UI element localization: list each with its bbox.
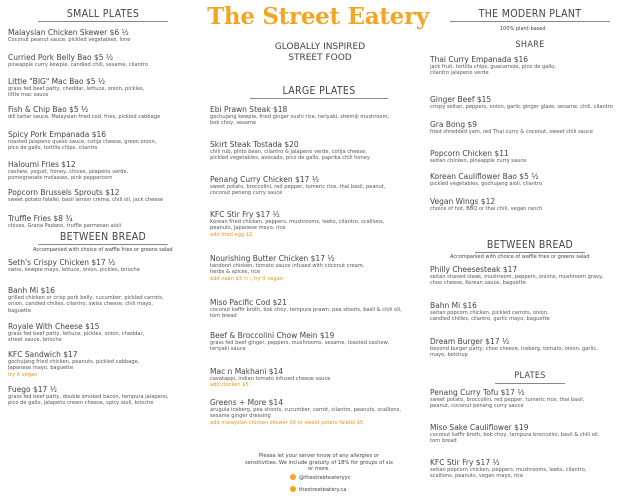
menu-item-description: cavatappi, indian tomato infused cheese sauce (210, 376, 331, 382)
menu-item (210, 331, 389, 353)
menu-item (8, 385, 169, 407)
menu-item (8, 130, 156, 152)
menu-item-description: grass fed beef patty, cheddar, lettuce, onion, pickles, (8, 86, 145, 92)
section-rule (38, 21, 168, 22)
menu-item-description: choo cheese, Korean sauce, baguette (430, 280, 526, 287)
section-rule (38, 244, 168, 245)
menu-item (8, 188, 163, 203)
menu-item (430, 458, 586, 480)
menu-item-name: Thai Curry Empanada $16 (430, 55, 529, 64)
menu-item-addon: add chicken $5 (210, 382, 249, 389)
menu-item-description: sweet potato, broccolini, red pepper, tumeric rice, thai basil, (430, 397, 585, 403)
menu-item (8, 28, 130, 43)
menu-item-description: cilantro jalapeno verde (430, 70, 489, 77)
menu-item-description: Coconut peanut sauce, pickled vegetables, lime (8, 37, 131, 43)
menu-item-name: Ebi Prawn Steak $18 (210, 105, 288, 114)
menu-item-name: Seth's Crispy Chicken $17 ½ (8, 258, 116, 267)
menu-item-description: beyond burger patty, choo cheeze, iceberg, tomato, onion, garlic, (430, 346, 598, 352)
menu-item (8, 105, 160, 120)
section-rule (250, 98, 388, 99)
globe-icon (290, 486, 296, 492)
menu-item-name: Haloumi Fries $12 (8, 160, 76, 169)
section-title: THE MODERN PLANT (478, 8, 582, 20)
section-title: LARGE PLATES (282, 85, 356, 97)
menu-item (210, 398, 401, 426)
menu-item-name: Beef & Broccolini Chow Mein $19 (210, 331, 335, 340)
menu-item-name: KFC Stir Fry $17 ½ (210, 210, 280, 219)
menu-item (430, 301, 550, 323)
menu-item-name: Miso Pacific Cod $21 (210, 298, 287, 307)
allergy-footer-note: Please let your server know of any allergies or sensitivities. We include gratuity of 18% for groups of six or more. (244, 453, 394, 473)
menu-item-name: Nourishing Butter Chicken $17 ½ (210, 254, 335, 263)
menu-item-name: Bahn Mi $16 (430, 301, 477, 310)
menu-item-description: coconut kaffir broth, bok choy, tempura prawn, pea shoots, basil & chili oil, (210, 307, 402, 313)
menu-item (8, 350, 139, 378)
menu-item (430, 120, 593, 135)
menu-item (210, 175, 386, 197)
menu-item-description: bok choy, sesame (210, 120, 256, 127)
section-title: BETWEEN BREAD (59, 231, 147, 243)
menu-item-addon: try it vegan (8, 371, 38, 378)
menu-item-description: chives, Grana Padano, truffle parmesan aioli (8, 223, 122, 229)
menu-item-name: Dream Burger $17 ½ (430, 337, 510, 346)
between-bread-note: Accompanied with choice of waffle fries or greens salad (33, 247, 173, 253)
menu-item-description: choice of hot, BBQ or thai chili, vegan ranch (430, 206, 543, 212)
instagram-handle[interactable] (290, 474, 351, 481)
section-title: BETWEEN BREAD (486, 239, 574, 251)
menu-item-name: KFC Stir Fry $17 ½ (430, 458, 500, 467)
menu-item-description: dill tartar sauce, Malaysian fried cod, fries, pickled cabbage (8, 114, 161, 120)
tagline: GLOBALLY INSPIRED STREET FOOD (274, 42, 366, 63)
website-text: thestreeteatery.ca (299, 487, 347, 493)
menu-item-name: Ginger Beef $15 (430, 95, 492, 104)
menu-item-name: Greens + More $14 (210, 398, 283, 407)
menu-item (430, 423, 599, 445)
menu-item-description: seitan popcorn chicken, peppers, mushrooms, leeks, cilantro, (430, 467, 587, 473)
menu-item-description: gochujang kewpie, fried ginger sushi rice, teriyaki, shemiji mushroom, (210, 114, 390, 120)
menu-item (430, 388, 584, 410)
restaurant-logo: The Street Eatery (207, 3, 429, 30)
menu-item-description: grass fed beef ginger, peppers, mushrooms, sesame, toasted cashew, (210, 340, 390, 346)
menu-item-description: street sauce, brioche (8, 337, 62, 344)
menu-item-description: sesame ginger dressing (210, 413, 271, 420)
menu-item-description: arugula iceberg, pea shoots, cucumber, carrot, cilantro, peanuts, scallions, (210, 407, 401, 413)
menu-item-description: jack fruit, tortilla chips, guacamole, pico de gallo, (430, 64, 556, 70)
menu-item-name: Popcorn Chicken $11 (430, 149, 509, 158)
menu-item-description: candied chilies, cilantro, garlic mayo, baguette (430, 316, 550, 323)
website-link[interactable] (290, 486, 346, 493)
menu-item (210, 210, 385, 238)
menu-item-name: Philly Cheesesteak $17 (430, 265, 518, 274)
menu-item-description: pico de gallo, tortilla chips, cilantro (8, 145, 98, 152)
menu-item-name: Skirt Steak Tostada $20 (210, 140, 299, 149)
menu-item-description: seitan popcorn chicken, pickled carrots, onion, (430, 310, 549, 316)
menu-item-description: Korean fried chicken, peppers, mushrooms, leeks, cilantro, scallions, (210, 219, 385, 225)
menu-item-description: grass fed beef patty, lettuce, pickles, onion, cheddar, (8, 331, 145, 337)
menu-item-addon: add fried egg $2 (210, 231, 253, 238)
share-title: SHARE (515, 40, 545, 50)
menu-item-description: cashew, yogurt, honey, chives, jalapeno verde, (8, 169, 129, 175)
menu-item (430, 197, 542, 212)
menu-item-description: tandoori chicken, tomato sauce infused with coconut cream, (210, 263, 365, 269)
menu-item-description: pico de gallo, jalapeño cream cheese, spicy aioli, brioche (8, 400, 154, 407)
menu-item-name: Fish & Chip Bao $5 ½ (8, 105, 89, 114)
menu-item-description: grass fed beef patty, double smoked bacon, tempura jalapeno, (8, 394, 169, 400)
menu-item (8, 214, 121, 229)
menu-item-name: Korean Cauliflower Bao $5 ½ (430, 172, 539, 181)
instagram-text: @thestreeteateryyc (299, 475, 351, 481)
menu-item-name: Penang Curry Tofu $17 ½ (430, 388, 525, 397)
menu-item-name: Penang Curry Chicken $17 ½ (210, 175, 319, 184)
plates-title: PLATES (514, 371, 546, 381)
menu-item-name: Curried Pork Belly Bao $5 ½ (8, 53, 114, 62)
menu-item-description: seitan chicken, pineapple curry sauce (430, 158, 527, 164)
menu-item-name: Malaysian Chicken Skewer $6 ½ (8, 28, 129, 37)
menu-item-description: roasted jalapeno queso sauce, cotija cheese, green onion, (8, 139, 157, 145)
menu-item-description: sweet potato, broccolini, red pepper, tumeric rice, thai basil, peanut, (210, 184, 386, 190)
menu-item (8, 322, 144, 344)
menu-item (8, 53, 148, 68)
menu-item (8, 160, 128, 182)
menu-item-name: KFC Sandwich $17 (8, 350, 78, 359)
menu-item-description: mayo, ketchup (430, 352, 468, 359)
menu-item-name: Mac n Makhani $14 (210, 367, 284, 376)
instagram-icon (290, 474, 296, 480)
menu-item-name: Banh Mi $16 (8, 286, 55, 295)
menu-item (430, 172, 542, 187)
menu-item (430, 337, 598, 359)
menu-item-description: pickled vegetables, gochujang aioli, cilantro (430, 181, 543, 187)
menu-item-description: teriyaki sauce (210, 346, 246, 353)
menu-item-name: Little "BIG" Mac Bao $5 ½ (8, 77, 106, 86)
plant-based-label: 100% plant-based (500, 26, 546, 32)
menu-item-name: Royale With Cheese $15 (8, 322, 100, 331)
menu-item-description: peanut, coconut penang curry sauce (430, 403, 524, 410)
between-bread-note: Accompanied with choice of waffle fries or greens salad (450, 254, 590, 260)
menu-item-name: Truffle Fries $8 ¾ (8, 214, 73, 223)
menu-item-description: coconut kaffir broth, bok choy, tempura broccolini, basil & chili oil, (430, 432, 600, 438)
menu-item-name: Popcorn Brussels Sprouts $12 (8, 188, 120, 197)
menu-item (210, 105, 389, 127)
menu-item-addon: add naan $3 ½ | try it vegan (210, 275, 284, 282)
menu-item-description: onion, candied chilies, cilantro, swiss cheese, chili mayo, (8, 301, 153, 308)
menu-item (210, 367, 330, 389)
menu-item-description: Japanese mayo, baguette (8, 365, 74, 372)
menu-item (210, 140, 370, 162)
menu-item-description: seitan shaved steak, mushroom, peppers, onions, mushroom gravy, (430, 274, 604, 280)
menu-item-addon: add malaysian chicken skewer $6 or sweet potato falafel $5 (210, 419, 364, 426)
menu-item-description: torn bread (210, 313, 237, 320)
menu-item (430, 95, 613, 110)
menu-item-name: Spicy Pork Empanada $16 (8, 130, 107, 139)
menu-item-description: pickled vegetables, avocado, pico de gallo, paprika chili honey (210, 155, 370, 162)
menu-item-description: scallions, peanuts, vegan mayo, rice (430, 473, 524, 480)
menu-item (210, 298, 402, 320)
menu-item-description: pomegranate molasses, pink peppercorn (8, 175, 113, 182)
menu-item-description: baguette (8, 307, 32, 314)
section-rule (450, 21, 610, 22)
menu-item-description: torn bread (430, 438, 457, 445)
menu-item-name: Vegan Wings $12 (430, 197, 496, 206)
menu-item (430, 149, 526, 164)
section-rule (475, 252, 585, 253)
menu-item-description: sweet potato falafel, basil lemon crema, chili oil, jack cheese (8, 197, 164, 203)
plates-rule (495, 383, 565, 384)
menu-item-description: fried shredded yam, red Thai curry & coconut, sweet chili sauce (430, 129, 593, 135)
menu-item (430, 55, 556, 77)
menu-item-description: chili rub, pinto bean, cilantro & jalapeno verde, cotija cheese, (210, 149, 367, 155)
menu-item (8, 286, 163, 314)
menu-item-name: Fuego $17 ½ (8, 385, 57, 394)
menu-item (210, 254, 364, 282)
menu-item-name: Miso Sake Cauliflower $19 (430, 423, 529, 432)
menu-item-description: herbs & spices, rice (210, 269, 261, 276)
menu-item-description: gochujang fried chicken, peanuts, pickled cabbage, (8, 359, 140, 365)
menu-item (8, 77, 144, 99)
menu-item-description: crispy seitan, peppers, onion, garlic ginger glaze, sesame, chili, cilantro (430, 104, 613, 110)
menu-item-description: little mac sauce (8, 92, 49, 99)
menu-item-description: peanuts, Japanese mayo, rice (210, 225, 286, 232)
menu-item (430, 265, 604, 287)
menu-item (8, 258, 140, 273)
menu-item-description: swiss, kewpie mayo, lettuce, onion, pickles, brioche (8, 267, 140, 273)
section-title: SMALL PLATES (66, 8, 140, 20)
menu-item-description: coconut penang curry sauce (210, 190, 283, 197)
menu-item-name: Gra Bong $9 (430, 120, 478, 129)
menu-item-description: grilled chicken or crisp pork belly, cucumber, pickled carrots, (8, 295, 164, 301)
menu-item-description: pineapple curry kewpie, candied chili, sesame, cilantro (8, 62, 148, 68)
